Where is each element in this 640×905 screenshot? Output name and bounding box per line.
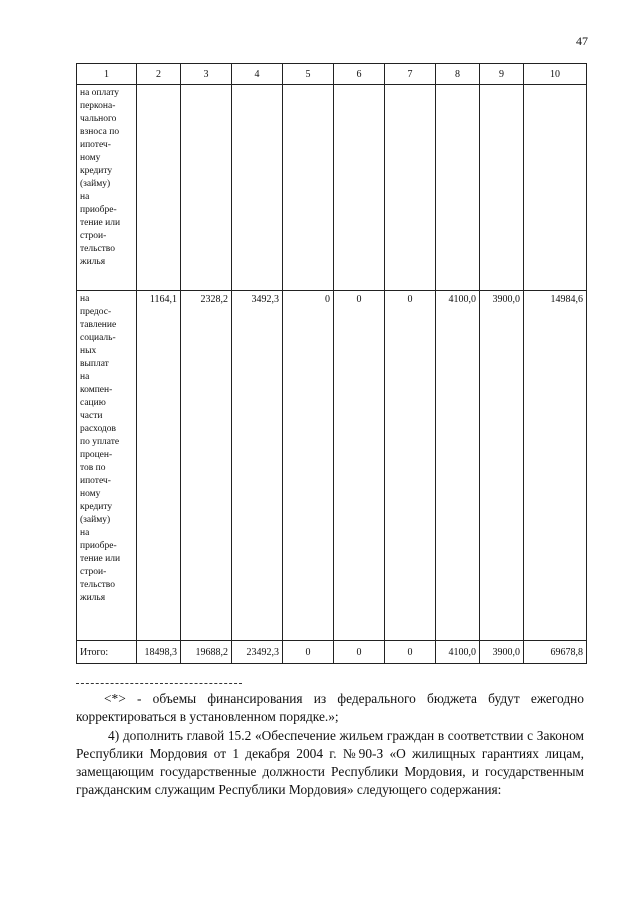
total-row: [77, 641, 587, 664]
table-cell: 3492,3: [232, 291, 283, 641]
table-cell: 0: [283, 641, 334, 664]
column-header: 1: [77, 64, 137, 85]
table-cell: 4100,0: [436, 291, 480, 641]
table-cell: 0: [334, 641, 385, 664]
column-header: 6: [334, 64, 385, 85]
table-cell: 19688,2: [181, 641, 232, 664]
table-row: [77, 291, 587, 641]
table-cell: 69678,8: [524, 641, 587, 664]
table-cell: 0: [385, 641, 436, 664]
table-cell: [436, 85, 480, 291]
row-label: на предос- тавление социаль- ных выплат на компен- сацию части расходов по уплате процен- тов по ипотеч- ному кредиту (займу) на приобре- тение или строи- тельство жилья: [77, 291, 137, 641]
table-cell: 18498,3: [137, 641, 181, 664]
column-header: 9: [480, 64, 524, 85]
table-cell: [480, 85, 524, 291]
table-cell: [181, 85, 232, 291]
table-cell: 14984,6: [524, 291, 587, 641]
table-cell: [137, 85, 181, 291]
table-cell: [524, 85, 587, 291]
table-header-row: [77, 64, 587, 85]
table-cell: 0: [283, 291, 334, 641]
page-number: 47: [576, 34, 588, 48]
column-header: 3: [181, 64, 232, 85]
footnote-separator: [76, 683, 242, 684]
column-header: 5: [283, 64, 334, 85]
column-header: 4: [232, 64, 283, 85]
column-header: 2: [137, 64, 181, 85]
table-cell: 0: [334, 291, 385, 641]
table-cell: 23492,3: [232, 641, 283, 664]
row-label: на оплату перкона- чального взноса по ипотеч- ному кредиту (займу) на приобре- тение или строи- тельство жилья: [77, 85, 137, 291]
footnote: <*> - объемы финансирования из федерального бюджета будут ежегодно корректироваться в установленном порядке.»;: [76, 691, 584, 724]
table-cell: 3900,0: [480, 641, 524, 664]
table-cell: 4100,0: [436, 641, 480, 664]
table-cell: [283, 85, 334, 291]
table-cell: [385, 85, 436, 291]
column-header: 10: [524, 64, 587, 85]
table-cell: 0: [385, 291, 436, 641]
financing-table: [76, 63, 587, 664]
table-cell: [232, 85, 283, 291]
table-cell: [334, 85, 385, 291]
table-cell: 3900,0: [480, 291, 524, 641]
column-header: 7: [385, 64, 436, 85]
body-paragraph: 4) дополнить главой 15.2 «Обеспечение жильем граждан в соответствии с Законом Республики Мордовия от 1 декабря 2004 г. №90-З «О жилищных гарантиях лицам, замещающим государственные должности Республики Мордовия, и государственным гражданским служащим Республики Мордовия» следующего содержания:: [76, 728, 584, 797]
table-cell: 1164,1: [137, 291, 181, 641]
row-label: Итого:: [77, 641, 137, 664]
column-header: 8: [436, 64, 480, 85]
table-row: [77, 85, 587, 291]
table-cell: 2328,2: [181, 291, 232, 641]
